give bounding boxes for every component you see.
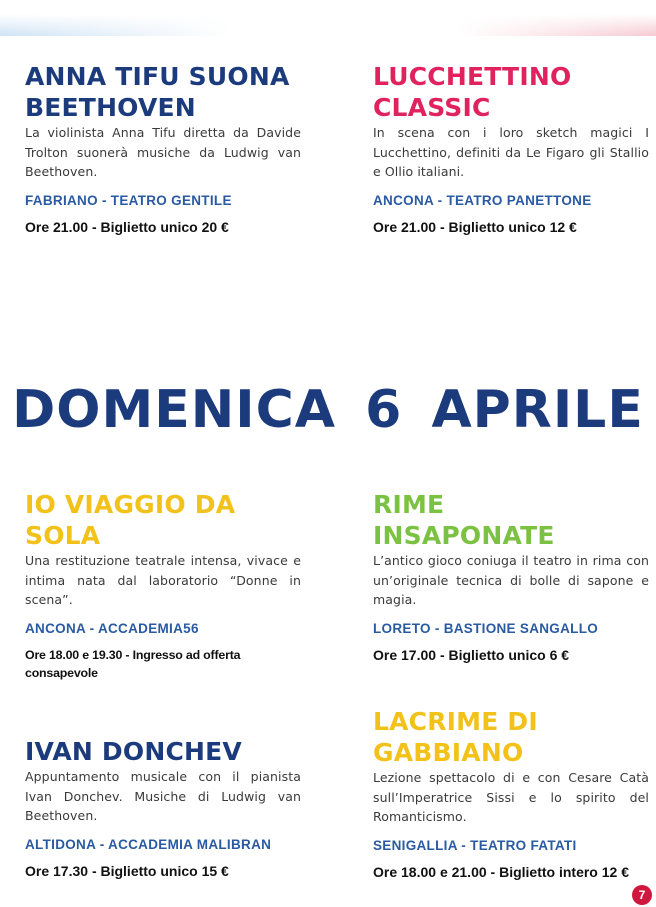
event-time-price: Ore 18.00 e 21.00 - Biglietto intero 12 € xyxy=(373,863,629,880)
event-title-line2: GABBIANO xyxy=(373,738,524,767)
event-time-price: Ore 17.30 - Biglietto unico 15 € xyxy=(25,862,229,879)
event-title-line1: LUCCHETTINO xyxy=(373,62,572,91)
event-title-line2: SOLA xyxy=(25,521,101,550)
event-title xyxy=(373,61,649,123)
event-time-price: Ore 18.00 e 19.30 - Ingresso ad offerta consapevole xyxy=(25,647,241,680)
event-venue: LORETO - BASTIONE SANGALLO xyxy=(373,620,599,636)
event-time-price: Ore 21.00 - Biglietto unico 20 € xyxy=(25,218,229,235)
event-ivan-donchev xyxy=(25,736,301,880)
event-venue: ANCONA - TEATRO PANETTONE xyxy=(373,192,592,208)
event-io-viaggio-da-sola xyxy=(25,489,301,682)
event-title xyxy=(373,706,649,768)
event-rime-insaponate xyxy=(373,489,649,664)
event-time-price: Ore 21.00 - Biglietto unico 12 € xyxy=(373,218,577,235)
event-title-line1: RIME xyxy=(373,490,445,519)
event-title xyxy=(373,489,649,551)
day-heading: DOMENICA 6 APRILE xyxy=(12,380,644,440)
event-title-line2: INSAPONATE xyxy=(373,521,555,550)
event-venue: SENIGALLIA - TEATRO FATATI xyxy=(373,837,577,853)
event-lucchettino xyxy=(373,61,649,236)
event-description: Lezione spettacolo di e con Cesare Catà sull’Imperatrice Sissi e lo spirito del Romanticismo. xyxy=(373,770,649,824)
event-title xyxy=(25,61,301,123)
event-lacrime-di-gabbiano xyxy=(373,706,649,881)
event-description: L’antico gioco coniuga il teatro in rima con un’originale tecnica di bolle di sapone e magia. xyxy=(373,553,649,607)
event-title xyxy=(25,736,301,767)
event-description: Una restituzione teatrale intensa, vivace e intima nata dal laboratorio “Donne in scena”. xyxy=(25,553,301,607)
event-venue: ALTIDONA - ACCADEMIA MALIBRAN xyxy=(25,836,272,852)
event-title-line1: IO VIAGGIO DA xyxy=(25,490,236,519)
event-time-price: Ore 17.00 - Biglietto unico 6 € xyxy=(373,646,570,663)
event-title-line2: CLASSIC xyxy=(373,93,491,122)
event-title-line1: LACRIME DI xyxy=(373,707,538,736)
top-decorative-band xyxy=(0,0,656,36)
page-number-badge: 7 xyxy=(632,885,652,905)
event-description: In scena con i loro sketch magici I Lucchettino, definiti da Le Figaro gli Stallio e Ollio italiani. xyxy=(373,125,649,179)
event-venue: ANCONA - ACCADEMIA56 xyxy=(25,620,199,636)
event-description: Appuntamento musicale con il pianista Ivan Donchev. Musiche di Ludwig van Beethoven. xyxy=(25,769,301,823)
event-venue: FABRIANO - TEATRO GENTILE xyxy=(25,192,232,208)
event-title xyxy=(25,489,301,551)
event-anna-tifu xyxy=(25,61,301,236)
event-description: La violinista Anna Tifu diretta da Davide Trolton suonerà musiche da Ludwig van Beethoven. xyxy=(25,125,301,179)
event-title-line1: ANNA TIFU SUONA xyxy=(25,62,290,91)
event-title-line2: BEETHOVEN xyxy=(25,93,196,122)
event-title-line1: IVAN DONCHEV xyxy=(25,737,242,766)
